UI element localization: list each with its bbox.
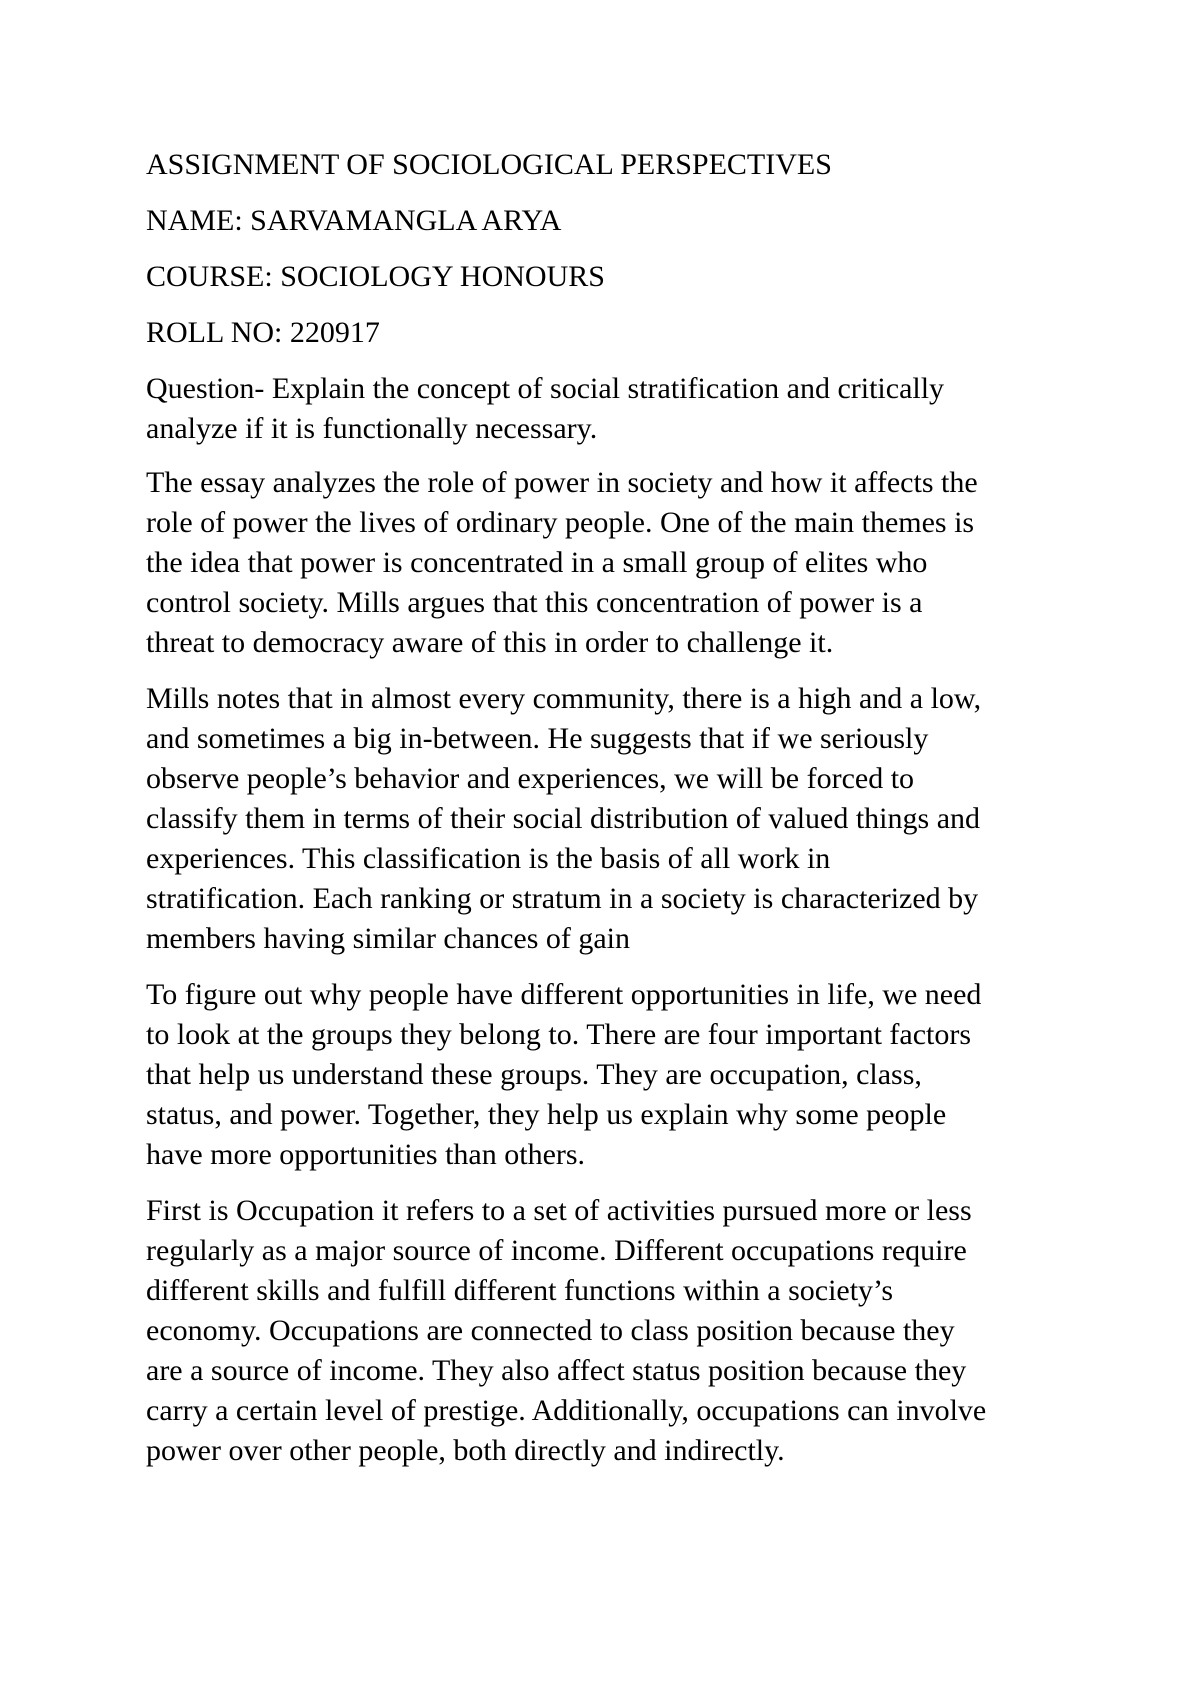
paragraph-power bbox=[146, 463, 1070, 663]
paragraph-mills bbox=[146, 679, 1070, 959]
paragraph-line: status, and power. Together, they help us explain why some people bbox=[146, 1098, 947, 1131]
question-line: Question- Explain the concept of social stratification and critically bbox=[146, 372, 945, 405]
paragraph-line: different skills and fulfill different functions within a society’s bbox=[146, 1274, 894, 1307]
paragraph-line: that help us understand these groups. They are occupation, class, bbox=[146, 1058, 922, 1091]
paragraph-line: experiences. This classification is the basis of all work in bbox=[146, 842, 831, 875]
paragraph-line: The essay analyzes the role of power in society and how it affects the bbox=[146, 466, 978, 499]
paragraph-line: To figure out why people have different opportunities in life, we need bbox=[146, 978, 982, 1011]
paragraph-line: control society. Mills argues that this concentration of power is a bbox=[146, 586, 923, 619]
paragraph-line: stratification. Each ranking or stratum in a society is characterized by bbox=[146, 882, 979, 915]
paragraph-line: observe people’s behavior and experiences, we will be forced to bbox=[146, 762, 915, 795]
assignment-title: ASSIGNMENT OF SOCIOLOGICAL PERSPECTIVES bbox=[146, 148, 832, 181]
paragraph-line: power over other people, both directly and indirectly. bbox=[146, 1434, 785, 1467]
paragraph-line: threat to democracy aware of this in order to challenge it. bbox=[146, 626, 834, 659]
paragraph-line: economy. Occupations are connected to class position because they bbox=[146, 1314, 955, 1347]
paragraph-line: role of power the lives of ordinary people. One of the main themes is bbox=[146, 506, 975, 539]
paragraph-line: the idea that power is concentrated in a small group of elites who bbox=[146, 546, 928, 579]
course-line: COURSE: SOCIOLOGY HONOURS bbox=[146, 260, 605, 293]
question-line: analyze if it is functionally necessary. bbox=[146, 412, 598, 445]
paragraph-line: First is Occupation it refers to a set of activities pursued more or less bbox=[146, 1194, 972, 1227]
paragraph-line: to look at the groups they belong to. There are four important factors bbox=[146, 1018, 972, 1051]
paragraph-line: classify them in terms of their social distribution of valued things and bbox=[146, 802, 981, 835]
paragraph-line: and sometimes a big in-between. He suggests that if we seriously bbox=[146, 722, 929, 755]
paragraph-line: regularly as a major source of income. Different occupations require bbox=[146, 1234, 967, 1267]
question-text bbox=[146, 369, 1070, 449]
paragraph-line: are a source of income. They also affect status position because they bbox=[146, 1354, 967, 1387]
paragraph-line: Mills notes that in almost every community, there is a high and a low, bbox=[146, 682, 982, 715]
paragraph-line: members having similar chances of gain bbox=[146, 922, 631, 955]
paragraph-line: carry a certain level of prestige. Additionally, occupations can involve bbox=[146, 1394, 987, 1427]
student-name: NAME: SARVAMANGLA ARYA bbox=[146, 204, 562, 237]
paragraph-line: have more opportunities than others. bbox=[146, 1138, 586, 1171]
paragraph-opportunities bbox=[146, 975, 1070, 1175]
roll-number: ROLL NO: 220917 bbox=[146, 316, 380, 349]
paragraph-occupation bbox=[146, 1191, 1070, 1471]
